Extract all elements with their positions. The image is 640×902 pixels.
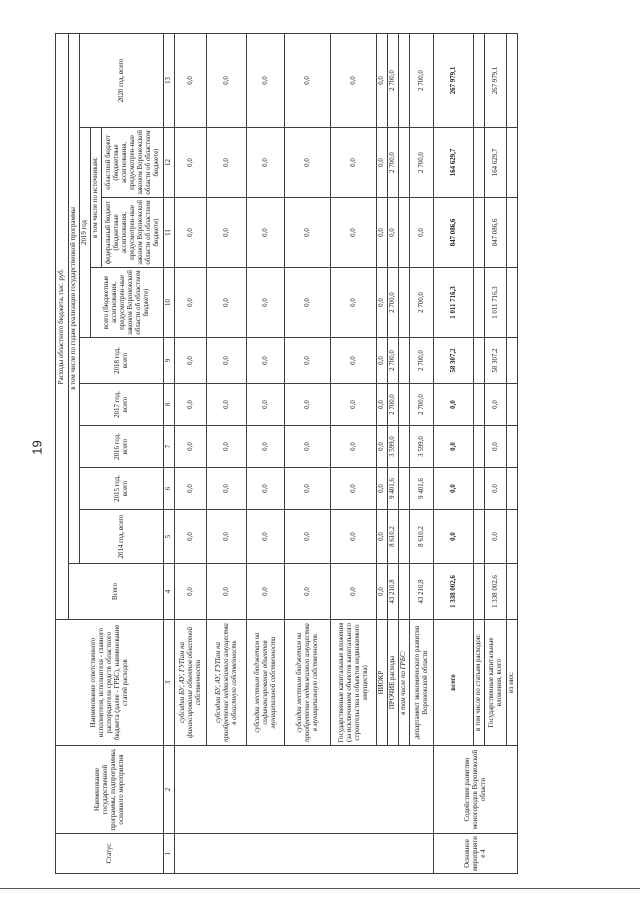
value-cell: 58 307,2	[434, 338, 474, 384]
value-cell: 1 338 002,6	[434, 564, 474, 620]
value-cell: 0,0	[247, 268, 285, 338]
value-cell: 0,0	[331, 198, 377, 268]
event-status: Основное мероприятие 4	[434, 834, 518, 874]
header-2019-federal: федеральный бюджет (бюджетные ассигнования, предусмотрен-ные законом Воронежской области об областном бюджете)	[102, 198, 164, 268]
blank-cell	[507, 338, 518, 384]
blank-cell	[507, 468, 518, 510]
value-cell: 0,0	[285, 384, 331, 426]
value-cell: 0,0	[410, 198, 434, 268]
value-cell: 0,0	[247, 384, 285, 426]
value-cell: 2 700,0	[410, 384, 434, 426]
row-label: субсидии местным бюджетам на приобретение недвижимого имущества в муниципальную собственность	[285, 620, 331, 746]
value-cell: 0,0	[247, 338, 285, 384]
column-number-row	[164, 33, 175, 873]
row-label: департамент экономического развития Воронежской области	[410, 620, 434, 746]
grbs-label: в том числе по ГРБС:	[399, 620, 410, 746]
blank-cell	[399, 268, 410, 338]
value-cell: 9 401,6	[388, 468, 399, 510]
program-cell-empty	[175, 746, 434, 834]
header-2014: 2014 год, всего	[80, 510, 164, 564]
value-cell: 0,0	[175, 128, 207, 198]
header-2019-group: 2019 год	[80, 128, 91, 338]
value-cell: 0,0	[377, 384, 388, 426]
value-cell: 0,0	[207, 468, 247, 510]
value-cell: 2 700,0	[388, 33, 399, 127]
header-expenses-group: Расходы областного бюджета, тыс. руб.	[56, 33, 69, 619]
value-cell: 3 599,0	[410, 426, 434, 468]
value-cell: 0,0	[175, 338, 207, 384]
event-name: Содействие развитию моногородов Воронежской области	[434, 746, 518, 834]
row-label: всего	[434, 620, 474, 746]
value-cell: 0,0	[331, 268, 377, 338]
row-label: Государственные капитальные вложения (за исключением объектов капитального строительства и объектов недвижимого имущества)	[331, 620, 377, 746]
column-number: 6	[164, 468, 175, 510]
value-cell: 847 086,6	[434, 198, 474, 268]
column-number: 11	[164, 198, 175, 268]
blank-cell	[507, 426, 518, 468]
blank-cell	[507, 564, 518, 620]
rotated-table-area	[55, 34, 625, 874]
header-sources-group: в том числе по источникам:	[91, 128, 102, 268]
articles-label: в том числе по статьям расходов:	[474, 620, 485, 746]
value-cell: 0,0	[285, 564, 331, 620]
value-cell: 0,0	[377, 338, 388, 384]
blank-cell	[399, 564, 410, 620]
value-cell: 2 700,0	[388, 384, 399, 426]
value-cell: 43 210,8	[388, 564, 399, 620]
row-label: субсидии БУ, АУ, ГУПам на финансирование объектов областной собственности	[175, 620, 207, 746]
value-cell: 0,0	[175, 468, 207, 510]
header-total: Всего	[69, 564, 164, 620]
value-cell: 0,0	[377, 268, 388, 338]
value-cell: 0,0	[331, 128, 377, 198]
row-label: субсидии БУ, АУ, ГУПам на приобретение недвижимого имущества в областную собственность	[207, 620, 247, 746]
header-program: Наименование государственной программы, подпрограммы, основного мероприятия	[56, 746, 164, 834]
value-cell: 1 011 716,3	[485, 268, 507, 338]
value-cell: 0,0	[207, 510, 247, 564]
blank-cell	[507, 510, 518, 564]
blank-cell	[507, 128, 518, 198]
column-number: 13	[164, 33, 175, 127]
blank-cell	[474, 198, 485, 268]
blank-cell	[474, 384, 485, 426]
value-cell: 0,0	[207, 564, 247, 620]
value-cell: 2 700,0	[410, 33, 434, 127]
value-cell: 0,0	[485, 384, 507, 426]
header-2016: 2016 год, всего	[80, 426, 164, 468]
header-2015: 2015 год, всего	[80, 468, 164, 510]
row-label: Государственные капитальные вложения, всего	[485, 620, 507, 746]
value-cell: 0,0	[485, 510, 507, 564]
value-cell: 0,0	[247, 33, 285, 127]
value-cell: 1 338 002,6	[485, 564, 507, 620]
row-label: субсидии местным бюджетам на софинансирование объектов муниципальной собственности	[247, 620, 285, 746]
header-2019-total: всего (бюджетные ассигнования, предусмотрен-ные законом Воронежской области об областном бюджете)	[91, 268, 164, 338]
value-cell: 0,0	[434, 468, 474, 510]
value-cell: 0,0	[485, 468, 507, 510]
value-cell: 0,0	[331, 33, 377, 127]
value-cell: 0,0	[331, 338, 377, 384]
column-number: 10	[164, 268, 175, 338]
value-cell: 0,0	[434, 426, 474, 468]
value-cell: 1 011 716,3	[434, 268, 474, 338]
value-cell: 0,0	[434, 384, 474, 426]
value-cell: 0,0	[331, 564, 377, 620]
value-cell: 0,0	[377, 510, 388, 564]
value-cell: 0,0	[285, 198, 331, 268]
blank-cell	[399, 128, 410, 198]
column-number: 2	[164, 746, 175, 834]
value-cell: 164 629,7	[434, 128, 474, 198]
value-cell: 0,0	[247, 198, 285, 268]
page-bottom-rule	[0, 888, 640, 889]
value-cell: 0,0	[285, 338, 331, 384]
column-number: 7	[164, 426, 175, 468]
value-cell: 0,0	[285, 468, 331, 510]
value-cell: 0,0	[331, 426, 377, 468]
value-cell: 0,0	[285, 426, 331, 468]
value-cell: 0,0	[175, 33, 207, 127]
row-label: НИОКР	[377, 620, 388, 746]
value-cell: 267 979,1	[434, 33, 474, 127]
value-cell: 0,0	[207, 268, 247, 338]
header-executor: Наименование ответственного исполнителя, исполнителя - главного распорядителя средств областного бюджета (далее - ГРБС), наименование статей расходов	[56, 620, 164, 746]
value-cell: 0,0	[331, 384, 377, 426]
value-cell: 43 210,8	[410, 564, 434, 620]
value-cell: 0,0	[247, 564, 285, 620]
blank-cell	[474, 33, 485, 127]
value-cell: 2 700,0	[388, 128, 399, 198]
blank-cell	[399, 468, 410, 510]
budget-table	[55, 33, 518, 874]
value-cell: 9 401,6	[410, 468, 434, 510]
blank-cell	[474, 564, 485, 620]
value-cell: 2 700,0	[410, 338, 434, 384]
value-cell: 0,0	[207, 128, 247, 198]
blank-cell	[399, 33, 410, 127]
value-cell: 0,0	[377, 564, 388, 620]
blank-cell	[474, 338, 485, 384]
column-number: 8	[164, 384, 175, 426]
header-years-group: в том числе по годам реализации государственной программы	[69, 33, 80, 563]
value-cell: 2 700,0	[388, 268, 399, 338]
value-cell: 0,0	[377, 128, 388, 198]
value-cell: 0,0	[377, 33, 388, 127]
column-number: 3	[164, 620, 175, 746]
value-cell: 0,0	[207, 33, 247, 127]
column-number: 1	[164, 834, 175, 874]
tail-label: из них:	[507, 620, 518, 746]
value-cell: 0,0	[285, 268, 331, 338]
blank-cell	[474, 128, 485, 198]
value-cell: 0,0	[285, 510, 331, 564]
value-cell: 0,0	[377, 426, 388, 468]
value-cell: 3 599,0	[388, 426, 399, 468]
value-cell: 0,0	[377, 198, 388, 268]
value-cell: 0,0	[175, 510, 207, 564]
event-total-row	[434, 33, 474, 873]
value-cell: 2 700,0	[388, 338, 399, 384]
value-cell: 8 610,2	[410, 510, 434, 564]
value-cell: 0,0	[377, 468, 388, 510]
value-cell: 8 610,2	[388, 510, 399, 564]
value-cell: 0,0	[175, 426, 207, 468]
value-cell: 0,0	[247, 468, 285, 510]
blank-cell	[474, 468, 485, 510]
value-cell: 0,0	[175, 384, 207, 426]
value-cell: 0,0	[247, 426, 285, 468]
blank-cell	[399, 384, 410, 426]
header-2018: 2018 год, всего	[80, 338, 164, 384]
value-cell: 0,0	[207, 338, 247, 384]
value-cell: 0,0	[485, 426, 507, 468]
value-cell: 164 629,7	[485, 128, 507, 198]
status-cell-empty	[175, 834, 434, 874]
value-cell: 0,0	[331, 468, 377, 510]
column-number: 12	[164, 128, 175, 198]
blank-cell	[507, 33, 518, 127]
value-cell: 58 307,2	[485, 338, 507, 384]
value-cell: 0,0	[247, 128, 285, 198]
value-cell: 0,0	[175, 198, 207, 268]
value-cell: 0,0	[434, 510, 474, 564]
value-cell: 2 700,0	[410, 128, 434, 198]
value-cell: 0,0	[331, 510, 377, 564]
column-number: 4	[164, 564, 175, 620]
value-cell: 0,0	[207, 426, 247, 468]
header-2019-regional: областной бюджет (бюджетные ассигнования, предусмотрен-ные законом Воронежской области об областном бюджете)	[102, 128, 164, 198]
value-cell: 847 086,6	[485, 198, 507, 268]
column-number: 9	[164, 338, 175, 384]
value-cell: 0,0	[285, 128, 331, 198]
table-row	[175, 33, 207, 873]
blank-cell	[399, 510, 410, 564]
value-cell: 0,0	[247, 510, 285, 564]
blank-cell	[507, 384, 518, 426]
header-status: Статус	[56, 834, 164, 874]
blank-cell	[474, 426, 485, 468]
value-cell: 267 979,1	[485, 33, 507, 127]
value-cell: 0,0	[207, 384, 247, 426]
header-2020: 2020 год, всего	[80, 33, 164, 127]
row-label: ПРОЧИЕ расходы	[388, 620, 399, 746]
column-number: 5	[164, 510, 175, 564]
blank-cell	[399, 338, 410, 384]
blank-cell	[507, 268, 518, 338]
blank-cell	[399, 198, 410, 268]
blank-cell	[474, 268, 485, 338]
value-cell: 0,0	[175, 564, 207, 620]
value-cell: 0,0	[388, 198, 399, 268]
blank-cell	[507, 198, 518, 268]
value-cell: 0,0	[175, 268, 207, 338]
value-cell: 2 700,0	[410, 268, 434, 338]
blank-cell	[399, 426, 410, 468]
value-cell: 0,0	[207, 198, 247, 268]
value-cell: 0,0	[285, 33, 331, 127]
page-number: 19	[29, 440, 45, 455]
blank-cell	[474, 510, 485, 564]
header-2017: 2017 год, всего	[80, 384, 164, 426]
